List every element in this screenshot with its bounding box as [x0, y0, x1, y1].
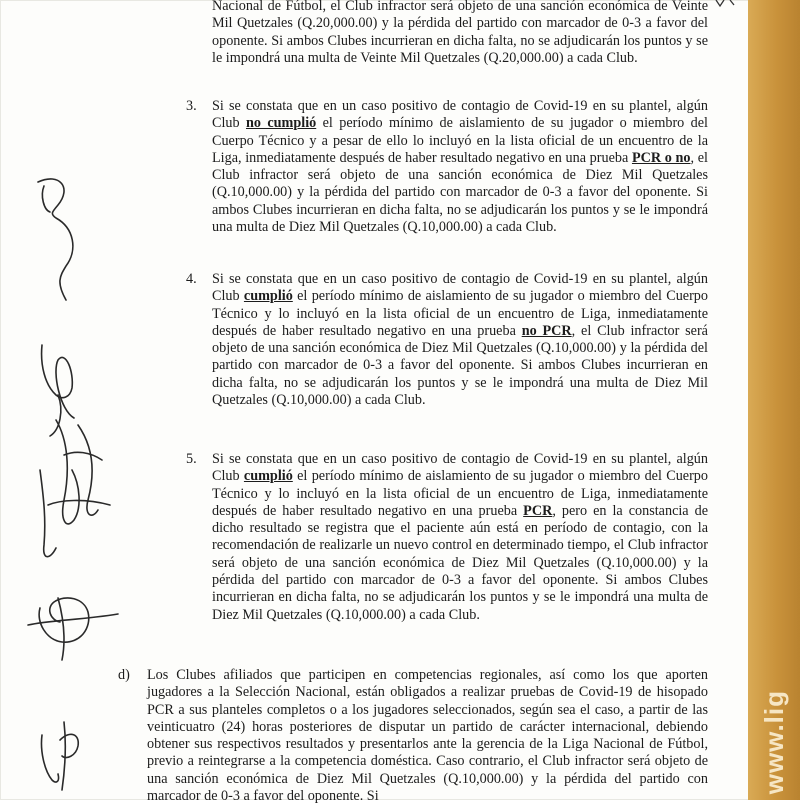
list-item-3: Si se constata que en un caso positivo de contagio de Covid-19 en su plantel, algún Club no cumplió el período mínimo de aislamiento de su jugador o miembro del Cuerpo Técnico y a pesar de ello lo incluyó en la lista oficial de un encuentro de la Liga, inmediatamente después de haber resultado negativo en una prueba PCR o no, el Club infractor será objeto de una sanción económica de Diez Mil Quetzales (Q.10,000.00) y la pérdida del partido con marcador de 0-3 a favor del oponente. Si ambos Clubes incurrieran en dicha falta, no se adjudicarán los puntos y se le impondrá una multa de Diez Mil Quetzales (Q.10,000.00) a cada Club. [212, 98, 708, 236]
corner-mark-icon [712, 0, 742, 8]
emphasis-cumplio: cumplió [243, 288, 293, 305]
website-watermark [752, 690, 796, 800]
item-number: 4. [186, 271, 197, 287]
website-watermark-text: www.lig [758, 690, 789, 795]
continuation-text: Nacional de Fútbol, el Club infractor será objeto de una sanción económica de Veinte Mil Quetzales (Q.20,000.00) y la pérdida del partido con marcador de 0-3 a favor del oponente. Si ambos Clubes incurrieran en dicha falta, no se adjudicarán los puntos y se le impondrá una multa de Veinte Mil Quetzales (Q.20,000.00) a cada Club. [212, 0, 708, 66]
section-letter: d) [118, 667, 130, 683]
list-item-4: Si se constata que en un caso positivo de contagio de Covid-19 en su plantel, algún Club cumplió el período mínimo de aislamiento de su jugador o miembro del Cuerpo Técnico y lo incluyó en la lista oficial de un encuentro de Liga, inmediatamente después de haber resultado negativo en una prueba no PCR, el Club infractor será objeto de una sanción económica de Diez Mil Quetzales (Q.10,000.00) y la pérdida del partido con marcador de 0-3 a favor del oponente. Si ambos Clubes incurrieran en dicha falta, no se adjudicarán los puntos y se le impondrá una multa de Diez Mil Quetzales (Q.10,000.00) a cada Club. [212, 271, 708, 409]
continuation-paragraph [212, 0, 708, 67]
gold-side-band [748, 0, 800, 800]
item-number: 5. [186, 451, 197, 467]
emphasis-no-cumplio: no cumplió [245, 115, 317, 132]
list-item-5: Si se constata que en un caso positivo de contagio de Covid-19 en su plantel, algún Club cumplió el período mínimo de aislamiento de su jugador o miembro del Cuerpo Técnico y lo incluyó en la lista oficial de un encuentro de Liga, inmediatamente después de haber resultado negativo en una prueba PCR, pero en la constancia de dicho resultado se registra que el paciente aún está en período de contagio, con la recomendación de realizarle un nuevo control en determinado tiempo, el Club infractor será objeto de una sanción económica de Diez Mil Quetzales (Q.10,000.00) y la pérdida del partido con marcador de 0-3 a favor del oponente. Si ambos Clubes incurrieran en dicha falta, no se adjudicarán los puntos y se le impondrá una multa de Diez Mil Quetzales (Q.10,000.00) a cada Club. [212, 451, 709, 623]
emphasis-cumplio: cumplió [243, 468, 293, 485]
section-d-paragraph: Los Clubes afiliados que participen en competencias regionales, así como los que aporten jugadores a la Selección Nacional, están obligados a realizar pruebas de Covid-19 de hisopado PCR a sus planteles completos o a los jugadores seleccionados, según sea el caso, a partir de las veinticuatro (24) horas posteriores de disputar un partido de carácter internacional, debiendo obtener sus respectivos resultados y presentarlos ante la gerencia de la Liga Nacional de Fútbol, previo a reintegrarse a la competencia doméstica. Caso contrario, el Club infractor será objeto de una sanción económica de Diez Mil Quetzales (Q.10,000.00) y la pérdida del partido con marcador de 0-3 a favor del oponente. Si [147, 667, 708, 805]
emphasis-pcr-o-no: PCR o no [631, 149, 691, 166]
emphasis-no-pcr: no PCR [521, 322, 572, 339]
emphasis-pcr: PCR [523, 502, 553, 519]
item-number: 3. [186, 98, 197, 114]
